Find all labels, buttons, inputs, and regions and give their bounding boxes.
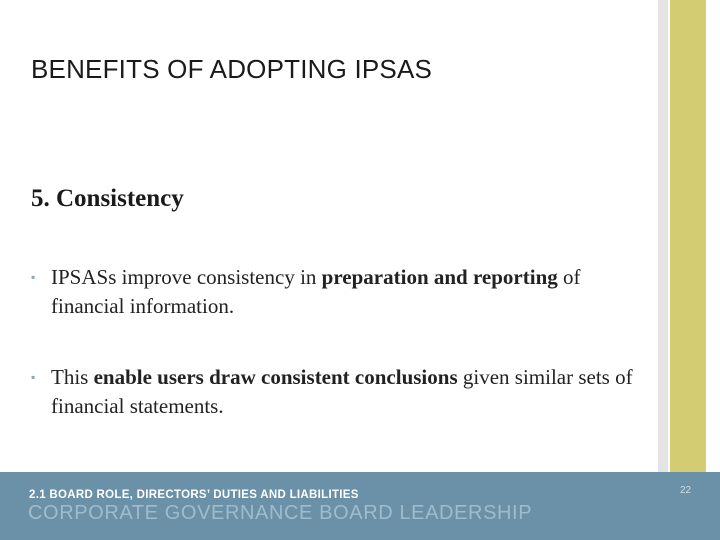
bullet-1-bold-text: preparation and reporting bbox=[321, 265, 558, 289]
bullet-2-text-1: This bbox=[51, 365, 94, 389]
slide-subtitle: 5. Consistency bbox=[31, 185, 184, 212]
right-accent-bar bbox=[670, 0, 706, 472]
bullet-1-text-2: of financial information. bbox=[51, 265, 581, 318]
footer-course-title: CORPORATE GOVERNANCE BOARD LEADERSHIP bbox=[28, 502, 533, 524]
bullet-marker-icon: ▪ bbox=[31, 370, 36, 384]
slide-title: BENEFITS OF ADOPTING IPSAS bbox=[31, 54, 433, 84]
bullet-2-text-2: given similar sets of financial statements. bbox=[51, 365, 633, 418]
footer-banner bbox=[0, 472, 720, 540]
bullet-list bbox=[31, 263, 641, 463]
bullet-2-bold-text: enable users draw consistent conclusions bbox=[93, 365, 458, 389]
bullet-1-text-1: IPSASs improve consistency in bbox=[51, 265, 322, 289]
bullet-marker-icon: ▪ bbox=[31, 270, 36, 284]
right-divider bbox=[658, 0, 668, 472]
bullet-item-2 bbox=[31, 363, 641, 421]
page-number: 22 bbox=[680, 485, 692, 496]
bullet-item-1 bbox=[31, 263, 641, 321]
footer-section-label: 2.1 BOARD ROLE, DIRECTORS’ DUTIES AND LIABILITIES bbox=[29, 489, 359, 501]
